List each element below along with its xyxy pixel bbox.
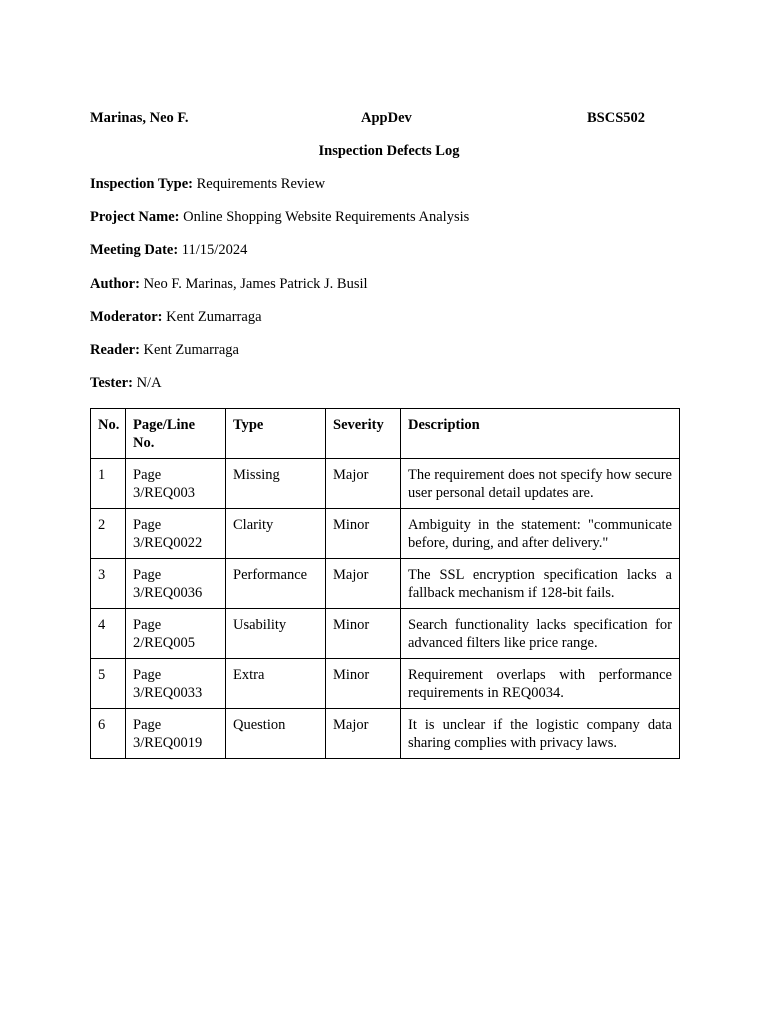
column-header-no: No.: [91, 409, 126, 459]
cell-page-line: Page 3/REQ0036: [126, 559, 226, 609]
field-reader: [90, 342, 239, 359]
cell-type: Performance: [226, 559, 326, 609]
cell-severity: Major: [326, 709, 401, 759]
field-value: Kent Zumarraga: [166, 309, 262, 325]
cell-description: The SSL encryption specification lacks a fallback mechanism if 128-bit fails.: [401, 559, 680, 609]
cell-severity: Minor: [326, 509, 401, 559]
course-section: BSCS502: [587, 110, 646, 126]
cell-no: 3: [91, 559, 126, 609]
field-tester: [90, 375, 162, 392]
cell-page-line: Page 3/REQ0033: [126, 659, 226, 709]
field-label: Tester:: [90, 375, 133, 391]
cell-page-line: Page 3/REQ003: [126, 459, 226, 509]
table-header-row: [91, 409, 680, 459]
course-subject: AppDev: [361, 110, 412, 126]
field-label: Meeting Date:: [90, 242, 179, 258]
cell-page-line: Page 3/REQ0019: [126, 709, 226, 759]
cell-no: 6: [91, 709, 126, 759]
cell-type: Extra: [226, 659, 326, 709]
field-label: Reader:: [90, 342, 140, 358]
field-meeting-date: [90, 242, 247, 259]
cell-description: The requirement does not specify how secure user personal detail updates are.: [401, 459, 680, 509]
field-label: Author:: [90, 276, 140, 292]
table-row: [91, 559, 680, 609]
table-row: [91, 659, 680, 709]
cell-severity: Major: [326, 459, 401, 509]
field-label: Moderator:: [90, 309, 163, 325]
field-project-name: [90, 209, 469, 226]
document-header: [90, 110, 679, 130]
field-label: Project Name:: [90, 209, 180, 225]
cell-page-line: Page 2/REQ005: [126, 609, 226, 659]
cell-description: Ambiguity in the statement: "communicate before, during, and after delivery.": [401, 509, 680, 559]
field-value: N/A: [136, 375, 162, 391]
column-header-description: Description: [401, 409, 680, 459]
field-value: Online Shopping Website Requirements Analysis: [183, 209, 470, 225]
table-row: [91, 509, 680, 559]
cell-no: 1: [91, 459, 126, 509]
document-title: Inspection Defects Log: [318, 143, 460, 159]
cell-description: It is unclear if the logistic company data sharing complies with privacy laws.: [401, 709, 680, 759]
student-name: Marinas, Neo F.: [90, 110, 189, 126]
cell-description: Requirement overlaps with performance requirements in REQ0034.: [401, 659, 680, 709]
table-row: [91, 459, 680, 509]
column-header-page-line: Page/Line No.: [126, 409, 226, 459]
column-header-severity: Severity: [326, 409, 401, 459]
cell-type: Missing: [226, 459, 326, 509]
field-label: Inspection Type:: [90, 176, 193, 192]
cell-no: 2: [91, 509, 126, 559]
cell-no: 5: [91, 659, 126, 709]
field-value: 11/15/2024: [181, 242, 248, 258]
field-value: Neo F. Marinas, James Patrick J. Busil: [143, 276, 368, 292]
table-row: [91, 709, 680, 759]
cell-type: Question: [226, 709, 326, 759]
cell-page-line: Page 3/REQ0022: [126, 509, 226, 559]
cell-severity: Minor: [326, 609, 401, 659]
defects-table: [90, 408, 680, 759]
cell-type: Usability: [226, 609, 326, 659]
field-moderator: [90, 309, 262, 326]
field-value: Requirements Review: [196, 176, 326, 192]
cell-description: Search functionality lacks specification for advanced filters like price range.: [401, 609, 680, 659]
cell-type: Clarity: [226, 509, 326, 559]
field-value: Kent Zumarraga: [143, 342, 239, 358]
table-row: [91, 609, 680, 659]
cell-no: 4: [91, 609, 126, 659]
column-header-type: Type: [226, 409, 326, 459]
field-inspection-type: [90, 176, 325, 193]
cell-severity: Major: [326, 559, 401, 609]
cell-severity: Minor: [326, 659, 401, 709]
field-author: [90, 276, 368, 293]
